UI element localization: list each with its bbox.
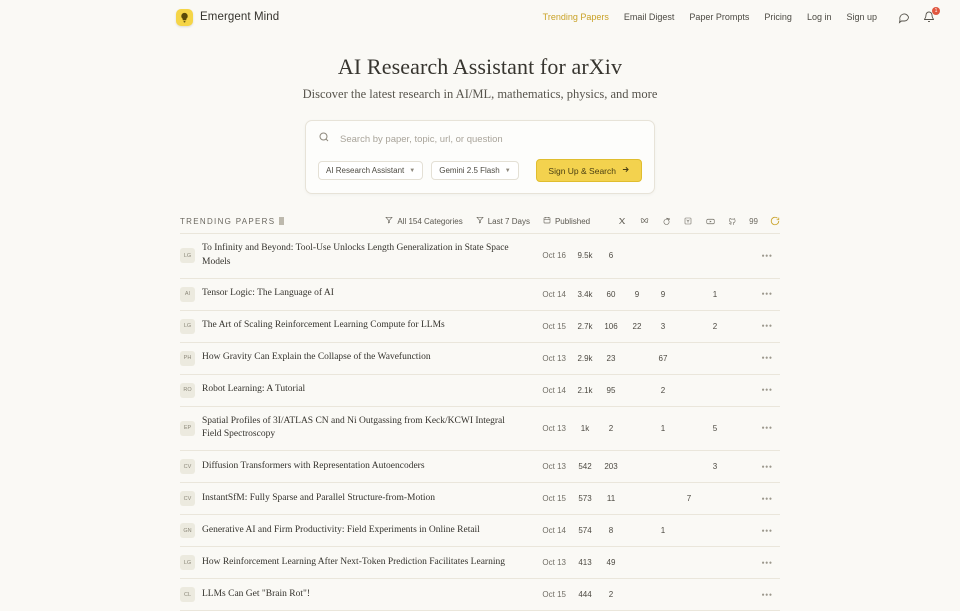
stat-reddit <box>624 547 650 579</box>
chat-icon[interactable] <box>896 10 911 25</box>
search-input[interactable] <box>338 133 642 146</box>
category-tag: LG <box>180 319 195 334</box>
paper-date: Oct 13 <box>542 558 566 568</box>
stat-bluesky: 49 <box>606 558 616 568</box>
stat-youtube <box>676 278 702 310</box>
stat-x: 2.9k <box>577 353 593 363</box>
category-tag: RO <box>180 383 195 398</box>
paper-title[interactable]: Tensor Logic: The Language of AI <box>202 288 334 299</box>
row-menu-button[interactable]: ••• <box>761 353 773 364</box>
stat-bluesky: 11 <box>606 494 616 504</box>
filter-categories-label: All 154 Categories <box>397 216 463 226</box>
stat-youtube <box>676 234 702 279</box>
category-tag: CV <box>180 459 195 474</box>
stat-hackernews: 2 <box>660 385 666 395</box>
category-tag: CV <box>180 491 195 506</box>
stat-github <box>702 579 728 611</box>
paper-date: Oct 14 <box>542 526 566 536</box>
github-icon[interactable] <box>727 216 737 226</box>
assistant-mode-label: AI Research Assistant <box>326 166 405 175</box>
row-menu-button[interactable]: ••• <box>761 423 773 434</box>
stat-alphaxiv <box>728 579 754 611</box>
trending-papers-section <box>180 216 780 611</box>
stat-x: 573 <box>578 494 592 504</box>
category-tag: GN <box>180 523 195 538</box>
reddit-icon[interactable] <box>661 216 671 226</box>
paper-title[interactable]: Diffusion Transformers with Representation Autoencoders <box>202 460 425 471</box>
stat-youtube <box>676 342 702 374</box>
category-tag: LG <box>180 248 195 263</box>
nav-paper-prompts[interactable]: Paper Prompts <box>689 12 750 22</box>
stat-x: 3.4k <box>577 289 593 299</box>
cta-label: Sign Up & Search <box>548 165 616 176</box>
row-menu-button[interactable]: ••• <box>761 289 773 300</box>
stat-x: 413 <box>578 558 592 568</box>
paper-title[interactable]: Robot Learning: A Tutorial <box>202 384 306 395</box>
table-row[interactable] <box>180 579 780 611</box>
stat-bluesky: 2 <box>608 590 614 600</box>
table-row[interactable] <box>180 234 780 279</box>
stat-alphaxiv <box>728 515 754 547</box>
stat-bluesky: 95 <box>606 385 616 395</box>
calendar-icon <box>543 216 551 226</box>
chevron-down-icon: ▼ <box>504 167 511 174</box>
stat-youtube <box>676 515 702 547</box>
cursor-block-icon <box>279 217 284 225</box>
stat-alphaxiv <box>728 310 754 342</box>
x-twitter-icon[interactable] <box>617 216 627 226</box>
stat-reddit <box>624 483 650 515</box>
paper-date: Oct 14 <box>542 385 566 395</box>
stat-reddit <box>624 374 650 406</box>
nav-trending-papers[interactable]: Trending Papers <box>542 12 609 22</box>
stat-github <box>702 547 728 579</box>
stat-reddit: 22 <box>632 321 642 331</box>
stat-bluesky: 106 <box>604 321 618 331</box>
stat-youtube <box>676 451 702 483</box>
paper-date: Oct 14 <box>542 289 566 299</box>
stat-reddit <box>624 579 650 611</box>
stat-hackernews: 9 <box>660 289 666 299</box>
stat-alphaxiv <box>728 374 754 406</box>
row-menu-button[interactable]: ••• <box>761 250 773 261</box>
stat-youtube <box>676 406 702 451</box>
signup-and-search-button[interactable] <box>536 159 642 182</box>
brand-name: Emergent Mind <box>200 11 280 23</box>
filter-icon <box>385 216 393 226</box>
category-tag: AI <box>180 287 195 302</box>
stat-x: 2.1k <box>577 385 593 395</box>
paper-date: Oct 15 <box>542 321 566 331</box>
stat-alphaxiv <box>728 406 754 451</box>
row-menu-button[interactable]: ••• <box>761 525 773 536</box>
filter-timeframe-label: Last 7 Days <box>487 216 530 226</box>
nav-signup[interactable]: Sign up <box>846 12 877 22</box>
bell-icon[interactable] <box>921 7 938 25</box>
stat-bluesky: 60 <box>606 289 616 299</box>
nav-icon-group <box>896 7 938 25</box>
stat-github: 1 <box>712 289 718 299</box>
row-menu-button[interactable]: ••• <box>761 385 773 396</box>
paper-title[interactable]: The Art of Scaling Reinforcement Learning Compute for LLMs <box>202 320 445 331</box>
search-icon <box>318 130 330 148</box>
stat-hackernews <box>650 483 676 515</box>
table-row[interactable] <box>180 342 780 374</box>
table-row[interactable] <box>180 406 780 451</box>
row-menu-button[interactable]: ••• <box>761 557 773 568</box>
stat-reddit <box>624 234 650 279</box>
section-title-text: TRENDING PAPERS <box>180 216 276 226</box>
category-tag: LG <box>180 555 195 570</box>
chevron-down-icon: ▼ <box>409 167 416 174</box>
bluesky-icon[interactable] <box>639 216 649 226</box>
paper-title[interactable]: LLMs Can Get "Brain Rot"! <box>202 588 311 599</box>
hackernews-icon[interactable] <box>683 216 693 226</box>
stat-alphaxiv <box>728 278 754 310</box>
stat-youtube <box>676 579 702 611</box>
stat-alphaxiv <box>728 342 754 374</box>
stat-reddit <box>624 451 650 483</box>
category-tag: CL <box>180 587 195 602</box>
stat-x: 574 <box>578 526 592 536</box>
stat-youtube <box>676 310 702 342</box>
filter-group <box>385 216 780 226</box>
stat-youtube <box>676 547 702 579</box>
stat-x: 444 <box>578 590 592 600</box>
table-row[interactable] <box>180 515 780 547</box>
lightbulb-icon <box>176 9 193 26</box>
stat-github: 3 <box>712 462 718 472</box>
nav-pricing[interactable]: Pricing <box>764 12 792 22</box>
assistant-mode-select[interactable] <box>318 161 423 180</box>
stat-alphaxiv <box>728 234 754 279</box>
stat-hackernews <box>650 451 676 483</box>
row-menu-button[interactable]: ••• <box>761 461 773 472</box>
model-label: Gemini 2.5 Flash <box>439 166 500 175</box>
paper-date: Oct 13 <box>542 462 566 472</box>
paper-date: Oct 16 <box>542 251 566 261</box>
table-row[interactable] <box>180 374 780 406</box>
search-controls <box>306 155 654 193</box>
brand-logo-group[interactable] <box>176 9 279 26</box>
main-nav <box>542 7 944 25</box>
stat-bluesky: 23 <box>606 353 616 363</box>
alphaxiv-count[interactable]: 99 <box>749 216 758 226</box>
row-menu-button[interactable]: ••• <box>761 589 773 600</box>
paper-title[interactable]: Generative AI and Firm Productivity: Field Experiments in Online Retail <box>202 524 480 535</box>
stat-bluesky: 6 <box>608 251 614 261</box>
stat-github <box>702 515 728 547</box>
filter-published[interactable] <box>543 216 590 226</box>
stat-reddit: 9 <box>634 289 640 299</box>
stat-github: 5 <box>712 423 718 433</box>
paper-title[interactable]: How Reinforcement Learning After Next-Token Prediction Facilitates Learning <box>202 556 505 567</box>
stat-hackernews <box>650 579 676 611</box>
paper-date: Oct 13 <box>542 353 566 363</box>
paper-date: Oct 15 <box>542 590 566 600</box>
filter-timeframe[interactable] <box>476 216 530 226</box>
paper-title[interactable]: Spatial Profiles of 3I/ATLAS CN and Ni Outgassing from Keck/KCWI Integral Field Spectroscopy <box>202 415 505 440</box>
stat-alphaxiv <box>728 547 754 579</box>
stat-github <box>702 374 728 406</box>
paper-date: Oct 15 <box>542 494 566 504</box>
stat-reddit <box>624 406 650 451</box>
stat-x: 9.5k <box>577 251 593 261</box>
row-menu-button[interactable]: ••• <box>761 493 773 504</box>
stat-hackernews: 1 <box>660 423 666 433</box>
stat-hackernews: 3 <box>660 321 666 331</box>
stat-bluesky: 2 <box>608 423 614 433</box>
metric-icon-group <box>617 216 780 226</box>
paper-title[interactable]: How Gravity Can Explain the Collapse of the Wavefunction <box>202 352 431 363</box>
table-row[interactable] <box>180 451 780 483</box>
trending-papers-table <box>180 233 780 611</box>
notification-badge: 1 <box>932 7 940 15</box>
model-select[interactable] <box>431 161 518 180</box>
nav-email-digest[interactable]: Email Digest <box>623 12 675 22</box>
paper-date: Oct 13 <box>542 423 566 433</box>
stat-github <box>702 234 728 279</box>
table-row[interactable] <box>180 278 780 310</box>
stat-hackernews: 1 <box>660 526 666 536</box>
stat-bluesky: 203 <box>604 462 618 472</box>
top-navigation-bar <box>0 0 960 34</box>
category-tag: PH <box>180 351 195 366</box>
table-row[interactable] <box>180 547 780 579</box>
stat-x: 2.7k <box>577 321 593 331</box>
refresh-icon[interactable] <box>770 216 780 226</box>
search-row <box>306 121 654 155</box>
table-row[interactable] <box>180 483 780 515</box>
stat-x: 542 <box>578 462 592 472</box>
table-row[interactable] <box>180 310 780 342</box>
search-card <box>305 120 655 194</box>
stat-alphaxiv <box>728 451 754 483</box>
nav-login[interactable]: Log in <box>806 12 832 22</box>
category-tag: EP <box>180 421 195 436</box>
filter-icon <box>476 216 484 226</box>
stat-x: 1k <box>580 423 590 433</box>
stat-github <box>702 342 728 374</box>
stat-bluesky: 8 <box>608 526 614 536</box>
trending-header <box>180 216 780 233</box>
stat-github: 2 <box>712 321 718 331</box>
arrow-right-icon <box>621 165 630 176</box>
hero-section <box>0 34 960 102</box>
stat-youtube: 7 <box>686 494 692 504</box>
youtube-icon[interactable] <box>705 216 715 226</box>
section-title <box>180 217 284 226</box>
paper-title[interactable]: To Infinity and Beyond: Tool-Use Unlocks Length Generalization in State Space Models <box>202 243 509 267</box>
stat-hackernews: 67 <box>658 353 668 363</box>
page-title: AI Research Assistant for arXiv <box>337 54 623 79</box>
stat-youtube <box>676 374 702 406</box>
paper-title[interactable]: InstantSfM: Fully Sparse and Parallel Structure-from-Motion <box>202 492 435 503</box>
stat-hackernews <box>650 234 676 279</box>
stat-reddit <box>624 342 650 374</box>
stat-github <box>702 483 728 515</box>
filter-published-label: Published <box>554 216 591 226</box>
page-subtitle: Discover the latest research in AI/ML, mathematics, physics, and more <box>302 87 658 101</box>
row-menu-button[interactable]: ••• <box>761 321 773 332</box>
filter-categories[interactable] <box>385 216 462 226</box>
stat-alphaxiv <box>728 483 754 515</box>
stat-hackernews <box>650 547 676 579</box>
stat-reddit <box>624 515 650 547</box>
